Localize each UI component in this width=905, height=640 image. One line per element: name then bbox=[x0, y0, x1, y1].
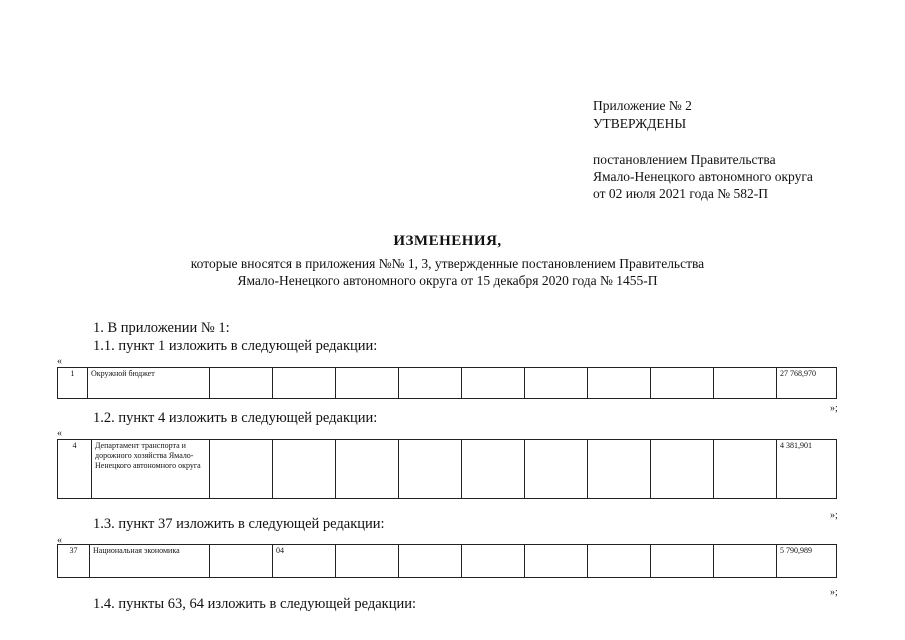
empty-cell bbox=[336, 440, 399, 499]
empty-cell bbox=[462, 440, 525, 499]
row-amount: 27 768,970 bbox=[777, 368, 837, 399]
empty-cell bbox=[651, 545, 714, 578]
empty-cell bbox=[399, 368, 462, 399]
row-code bbox=[273, 440, 336, 499]
section-1-2-heading: 1.2. пункт 4 изложить в следующей редакции: bbox=[93, 410, 378, 426]
row-amount: 5 790,989 bbox=[777, 545, 837, 578]
row-code: 04 bbox=[273, 545, 336, 578]
row-code bbox=[273, 368, 336, 399]
empty-cell bbox=[588, 440, 651, 499]
row-name: Департамент транспорта и дорожного хозяйства Ямало-Ненецкого автономного округа bbox=[92, 440, 210, 499]
empty-cell bbox=[210, 440, 273, 499]
empty-cell bbox=[714, 545, 777, 578]
empty-cell bbox=[399, 545, 462, 578]
section-1-3-heading: 1.3. пункт 37 изложить в следующей редакции: bbox=[93, 516, 385, 532]
row-number: 37 bbox=[58, 545, 90, 578]
empty-cell bbox=[714, 368, 777, 399]
empty-cell bbox=[588, 545, 651, 578]
appendix-number: Приложение № 2 bbox=[593, 98, 692, 113]
close-quote-3: »; bbox=[830, 587, 838, 598]
empty-cell bbox=[714, 440, 777, 499]
open-quote-3: « bbox=[57, 535, 62, 546]
open-quote-2: « bbox=[57, 428, 62, 439]
document-title: ИЗМЕНЕНИЯ, bbox=[393, 233, 502, 249]
empty-cell bbox=[336, 368, 399, 399]
row-number: 1 bbox=[58, 368, 88, 399]
close-quote-2: »; bbox=[830, 510, 838, 521]
empty-cell bbox=[651, 440, 714, 499]
section-1-4-heading: 1.4. пункты 63, 64 изложить в следующей редакции: bbox=[93, 596, 417, 612]
table-row bbox=[58, 440, 837, 499]
decree-line-3: от 02 июля 2021 года № 582-П bbox=[593, 186, 768, 201]
approved-label: УТВЕРЖДЕНЫ bbox=[593, 116, 687, 131]
empty-cell bbox=[399, 440, 462, 499]
empty-cell bbox=[210, 368, 273, 399]
title-subline-1: которые вносятся в приложения №№ 1, 3, утвержденные постановлением Правительства bbox=[190, 256, 705, 271]
empty-cell bbox=[525, 440, 588, 499]
table-row bbox=[58, 545, 837, 578]
table-point-37 bbox=[57, 544, 837, 578]
empty-cell bbox=[651, 368, 714, 399]
decree-line-1: постановлением Правительства bbox=[593, 152, 776, 167]
table-row bbox=[58, 368, 837, 399]
title-subline-2: Ямало-Ненецкого автономного округа от 15 декабря 2020 года № 1455-П bbox=[237, 273, 658, 288]
empty-cell bbox=[588, 368, 651, 399]
decree-line-2: Ямало-Ненецкого автономного округа bbox=[593, 169, 813, 184]
empty-cell bbox=[462, 368, 525, 399]
row-amount: 4 381,901 bbox=[777, 440, 837, 499]
row-name: Окружной бюджет bbox=[88, 368, 210, 399]
empty-cell bbox=[525, 545, 588, 578]
table-point-4 bbox=[57, 439, 837, 499]
empty-cell bbox=[336, 545, 399, 578]
section-1-heading: 1. В приложении № 1: bbox=[93, 320, 230, 336]
row-number: 4 bbox=[58, 440, 92, 499]
open-quote-1: « bbox=[57, 356, 62, 367]
empty-cell bbox=[210, 545, 273, 578]
row-name: Национальная экономика bbox=[90, 545, 210, 578]
empty-cell bbox=[462, 545, 525, 578]
empty-cell bbox=[525, 368, 588, 399]
table-point-1 bbox=[57, 367, 837, 399]
section-1-1-heading: 1.1. пункт 1 изложить в следующей редакции: bbox=[93, 338, 378, 354]
close-quote-1: »; bbox=[830, 403, 838, 414]
